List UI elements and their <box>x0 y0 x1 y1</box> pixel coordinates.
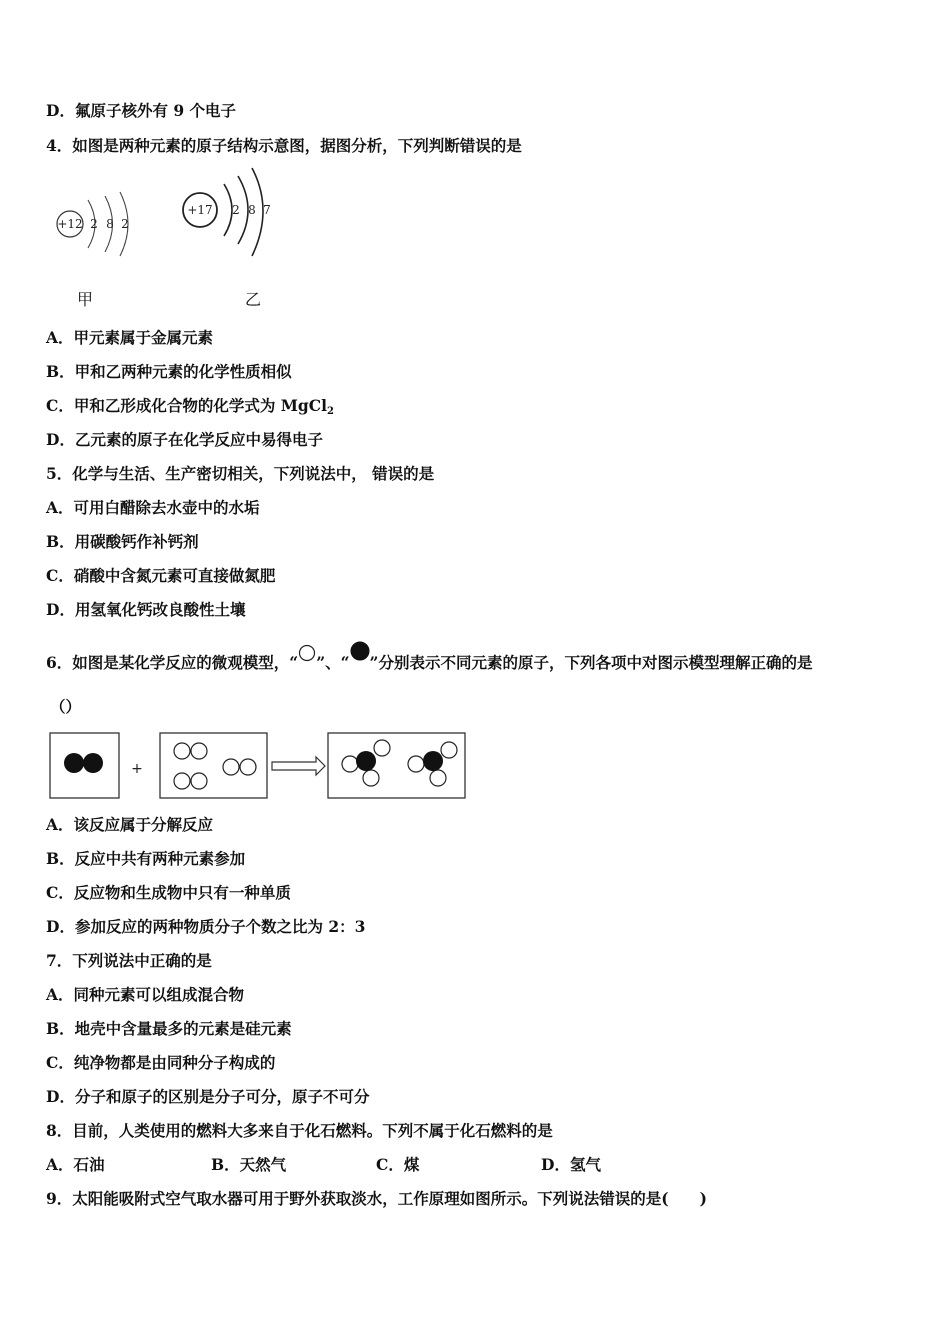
q6-option-c: C．反应物和生成物中只有一种单质 <box>46 883 291 902</box>
q6-stem-part1: 6．如图是某化学反应的微观模型，“ <box>46 653 299 672</box>
q8-option-a: A．石油 <box>46 1155 105 1174</box>
q5-option-a: A．可用白醋除去水壶中的水垢 <box>46 498 260 517</box>
black-atom <box>64 753 84 773</box>
q4-stem: 4．如图是两种元素的原子结构示意图，据图分析，下列判断错误的是 <box>46 136 522 155</box>
q7-stem: 7．下列说法中正确的是 <box>46 951 212 970</box>
atom-yi-label: 乙 <box>245 290 262 309</box>
q6-stem-part3: ”分别表示不同元素的原子，下列各项中对图示模型理解正确的是 <box>369 653 813 672</box>
reaction-diagram <box>48 732 478 804</box>
q6-option-d: D．参加反应的两种物质分子个数之比为 2：3 <box>46 917 366 936</box>
atom-jia-shell-3: 2 <box>121 217 129 231</box>
q5-option-c: C．硝酸中含氮元素可直接做氮肥 <box>46 566 276 585</box>
q9-stem: 9．太阳能吸附式空气取水器可用于野外获取淡水，工作原理如图所示。下列说法错误的是( ) <box>46 1189 707 1208</box>
black-atom-icon <box>350 641 370 661</box>
q3-option-d: D．氟原子核外有 9 个电子 <box>46 101 237 120</box>
atom-jia-label: 甲 <box>77 290 94 309</box>
atom-diagram-jia <box>50 180 150 270</box>
reaction-arrow <box>272 757 325 775</box>
q4-option-c-subscript: 2 <box>326 406 334 417</box>
plus-sign: + <box>131 761 143 777</box>
atom-yi-nucleus: +17 <box>187 203 213 217</box>
q7-option-b: B．地壳中含量最多的元素是硅元素 <box>46 1019 292 1038</box>
q4-option-d: D．乙元素的原子在化学反应中易得电子 <box>46 430 323 449</box>
q5-option-d: D．用氢氧化钙改良酸性土壤 <box>46 600 246 619</box>
q4-option-b: B．甲和乙两种元素的化学性质相似 <box>46 362 292 381</box>
q7-option-c: C．纯净物都是由同种分子构成的 <box>46 1053 276 1072</box>
q6-stem <box>46 648 812 673</box>
q8-option-c: C．煤 <box>376 1155 420 1174</box>
white-atom-icon <box>298 644 316 662</box>
atom-diagram-yi <box>176 164 286 264</box>
atom-yi-shell-1: 2 <box>232 203 240 217</box>
q8-option-d: D．氢气 <box>541 1155 601 1174</box>
q6-option-a: A．该反应属于分解反应 <box>46 815 214 834</box>
atom-jia-nucleus: +12 <box>57 217 83 231</box>
atom-yi-shell-3: 7 <box>263 203 271 217</box>
q4-option-a: A．甲元素属于金属元素 <box>46 328 214 347</box>
black-atom <box>83 753 103 773</box>
q4-option-c <box>46 396 334 422</box>
q5-stem: 5．化学与生活、生产密切相关，下列说法中， 错误的是 <box>46 464 435 483</box>
q4-option-c-text: C．甲和乙形成化合物的化学式为 MgCl <box>46 396 327 415</box>
q5-option-b: B．用碳酸钙作补钙剂 <box>46 532 199 551</box>
atom-jia-shell-2: 8 <box>106 217 114 231</box>
q6-answer-paren: （） <box>50 697 82 716</box>
atom-jia-shell-1: 2 <box>90 217 98 231</box>
q7-option-a: A．同种元素可以组成混合物 <box>46 985 245 1004</box>
q6-option-b: B．反应中共有两种元素参加 <box>46 849 246 868</box>
q7-option-d: D．分子和原子的区别是分子可分，原子不可分 <box>46 1087 370 1106</box>
q8-stem: 8．目前，人类使用的燃料大多来自于化石燃料。下列不属于化石燃料的是 <box>46 1121 553 1140</box>
q8-option-b: B．天然气 <box>211 1155 287 1174</box>
atom-yi-shell-2: 8 <box>248 203 256 217</box>
q6-stem-part2: ”、“ <box>316 653 350 672</box>
